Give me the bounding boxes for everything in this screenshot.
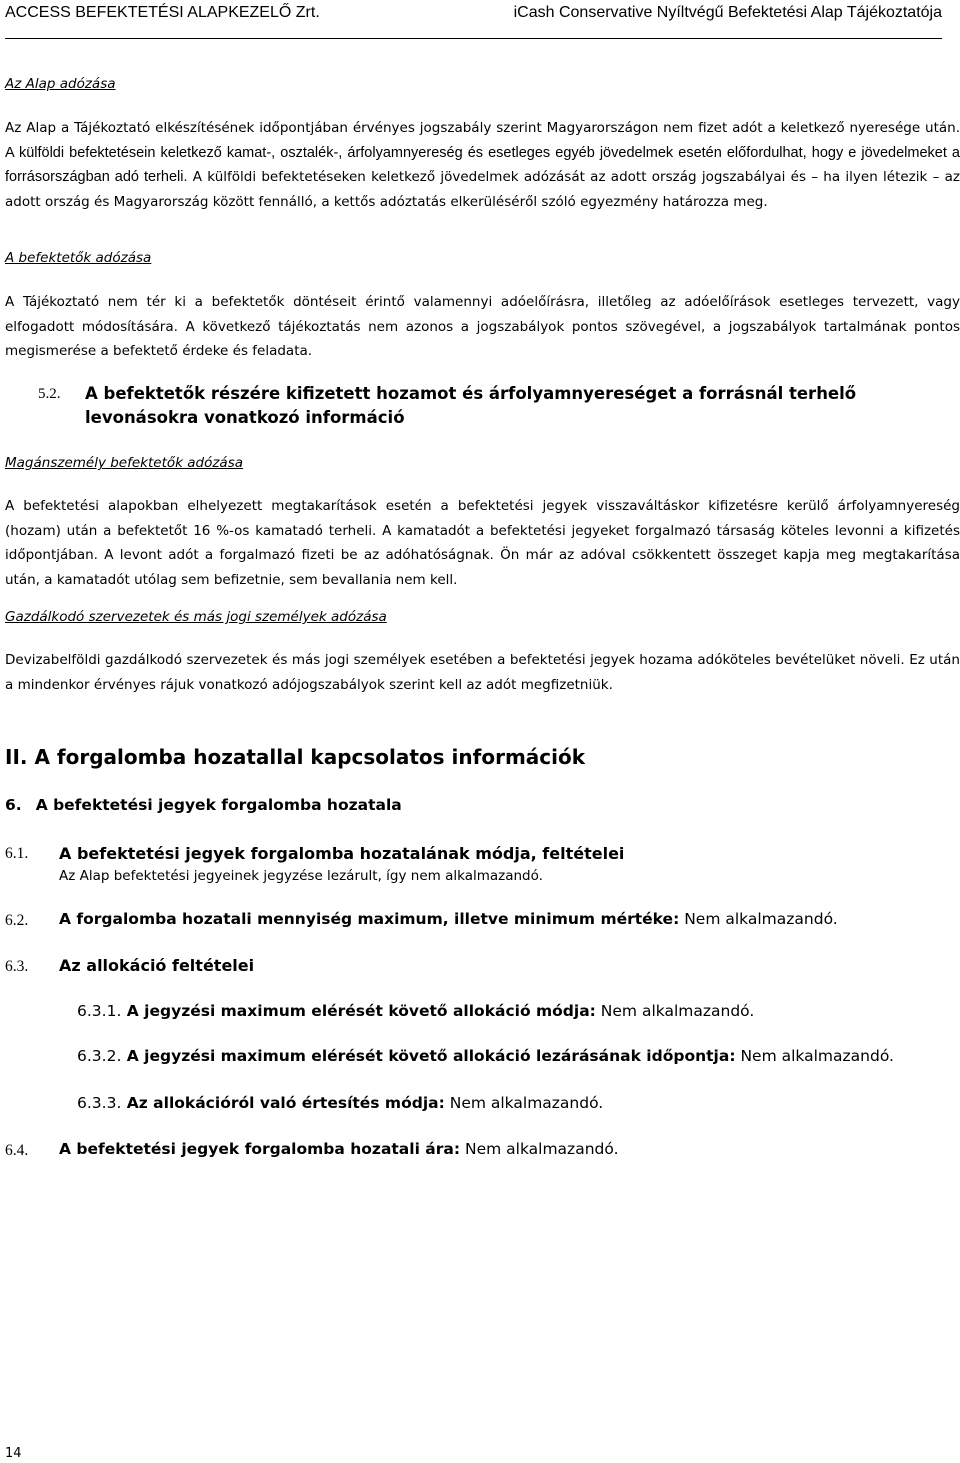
- paragraph-maganszemely: [5, 494, 960, 593]
- section-6-3-title: Az allokáció feltételei: [59, 956, 255, 975]
- section-number: 6.3.1.: [77, 1002, 122, 1020]
- subheading-gazdalkodo: Gazdálkodó szervezetek és más jogi személyek adózása: [5, 609, 387, 625]
- value: Nem alkalmazandó.: [679, 910, 838, 928]
- subheading-maganszemely: Magánszemély befektetők adózása: [5, 455, 244, 471]
- section-6-1-number: 6.1.: [5, 845, 29, 862]
- section-number: 6.3.2.: [77, 1047, 122, 1065]
- section-title: A befektetők részére kifizetett hozamot és árfolyamnyereséget a forrásnál terhelő levonásokra vonatkozó információ: [85, 384, 857, 427]
- section-6-4-text: [59, 1140, 619, 1158]
- label: A befektetési jegyek forgalomba hozatali ára:: [59, 1140, 461, 1158]
- paragraph-gazdalkodo: [5, 648, 960, 697]
- section-6-1-text: Az Alap befektetési jegyeinek jegyzése lezárult, így nem alkalmazandó.: [59, 868, 543, 884]
- value: Nem alkalmazandó.: [595, 1002, 755, 1020]
- section-6-4-number: 6.4.: [5, 1142, 29, 1159]
- page-number: 14: [5, 1446, 22, 1461]
- section-number: 6.3.3.: [77, 1094, 122, 1112]
- text-run: A külföldi befektetéseken keletkező jövedelmek adózását az adott ország jogszabályai és – ha ilyen létezik – az adott ország és Magyarország között fennálló, a kettős adóztatás elkerüléséről szóló egyezmény határozza meg.: [5, 169, 960, 211]
- subheading-alap-adozasa: Az Alap adózása: [5, 76, 116, 92]
- section-6-3-3: [77, 1094, 603, 1112]
- section-number: 6.: [5, 796, 22, 814]
- header-document-title: iCash Conservative Nyíltvégű Befektetési Alap Tájékoztatója: [513, 4, 942, 21]
- paragraph-text: A Tájékoztató nem tér ki a befektetők döntéseit érintő valamennyi adóelőírásra, illetőleg az adóelőírások esetleges tervezett, vagy elfogadott módosítására. A következő tájékoztatás nem azonos a jogszabályok pontos szövegével, a jogszabályok tartalmának pontos megismerése a befektető érdeke és feladata.: [5, 294, 960, 360]
- label: A forgalomba hozatali mennyiség maximum, illetve minimum mértéke:: [59, 910, 680, 928]
- chapter-ii-heading: II. A forgalomba hozatallal kapcsolatos információk: [5, 745, 586, 769]
- section-6-3-number: 6.3.: [5, 958, 29, 975]
- header-divider: [5, 38, 942, 39]
- label: Az allokációról való értesítés módja:: [121, 1094, 445, 1112]
- section-6-2-text: [59, 910, 838, 928]
- section-5-2-heading: [5, 382, 960, 430]
- section-number: 5.2.: [38, 386, 61, 402]
- text-run-sans: A külföldi befektetésein keletkező kamat-, osztalék-, árfolyamnyereség és esetleges egyéb jövedelmek esetén előfordulhat, hogy e jövedelmeket a forrásországban adó terheli.: [5, 144, 960, 186]
- paragraph-befektetok-adozasa: [5, 290, 960, 364]
- header-company: ACCESS BEFEKTETÉSI ALAPKEZELŐ Zrt.: [5, 4, 320, 21]
- paragraph-text: Devizabelföldi gazdálkodó szervezetek és más jogi személyek esetében a befektetési jegyek hozama adóköteles bevételüket növeli. Ez után a mindenkor érvényes rájuk vonatkozó adójogszabályok szerint kell az adót megfizetniük.: [5, 652, 960, 693]
- paragraph-alap-adozasa: [5, 116, 960, 215]
- section-6-heading: [5, 796, 402, 814]
- section-title: A befektetési jegyek forgalomba hozatala: [35, 796, 402, 814]
- section-6-2-number: 6.2.: [5, 912, 29, 929]
- value: Nem alkalmazandó.: [735, 1047, 894, 1065]
- section-6-3-2: [77, 1047, 894, 1065]
- subheading-befektetok-adozasa: A befektetők adózása: [5, 250, 152, 266]
- label: A jegyzési maximum elérését követő allokáció módja:: [121, 1002, 596, 1020]
- section-6-1-title: A befektetési jegyek forgalomba hozatalának módja, feltételei: [59, 844, 625, 863]
- value: Nem alkalmazandó.: [444, 1094, 604, 1112]
- value: Nem alkalmazandó.: [460, 1140, 619, 1158]
- label: A jegyzési maximum elérését követő allokáció lezárásának időpontja:: [121, 1047, 736, 1065]
- section-6-3-1: [77, 1002, 754, 1020]
- paragraph-text: A befektetési alapokban elhelyezett megtakarítások esetén a befektetési jegyek visszaváltáskor kifizetésre kerülő árfolyamnyereség (hozam) után a befektetőt 16 %-os kamatadó terheli. A kamatadót a befektetési jegyeket forgalmazó társaság köteles levonni a kifizetés időpontjában. A levont adót a forgalmazó fizeti be az adóhatóságnak. Ön már az adóval csökkentett összeget kapja meg megtakarítása után, a kamatadót utólag sem befizetnie, sem bevallania nem kell.: [5, 498, 960, 589]
- text-run: Az Alap a Tájékoztató elkészítésének időpontjában érvényes jogszabály szerint Magyarországon nem fizet adót a keletkező nyeresége után.: [5, 120, 960, 136]
